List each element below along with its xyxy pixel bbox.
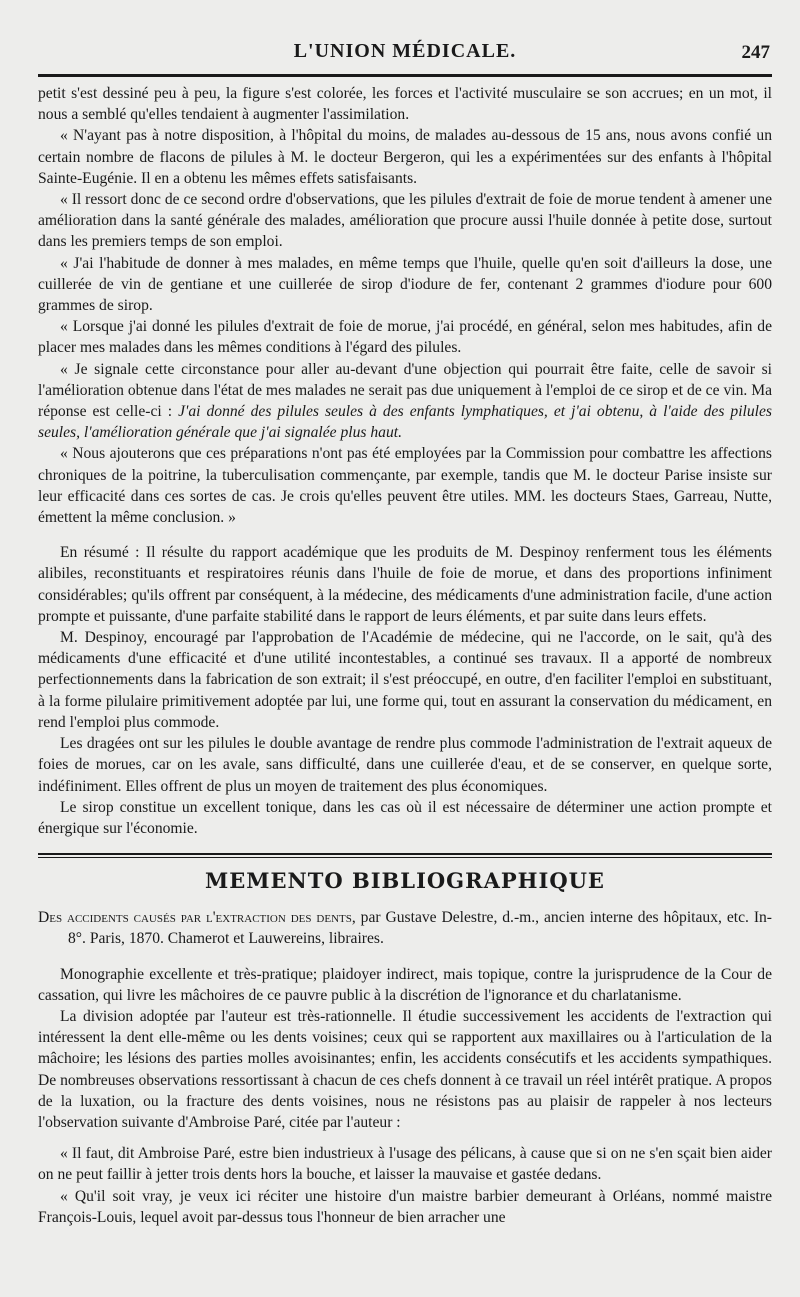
paragraph: « Nous ajouterons que ces préparations n'ont pas été employées par la Commission pour combattre les affections chroniques de la poitrine, la tuberculisation commençante, par exemple, tandis que M. le docteur Parise insiste sur leur efficacité dans ces sortes de cas. Je crois qu'elles peuvent être utiles. MM. les docteurs Staes, Garreau, Nutte, émettent la même conclusion. » <box>38 445 772 527</box>
entry-title: Des accidents causés par l'extraction des dents, <box>38 909 356 927</box>
running-title: L'UNION MÉDICALE. <box>293 40 517 62</box>
section-divider <box>38 853 772 858</box>
article-body <box>38 83 772 839</box>
bibliography-entry <box>38 907 772 949</box>
review-body <box>38 964 772 1228</box>
paragraph: M. Despinoy, encouragé par l'approbation de l'Académie de médecine, qui ne l'accorde, on le sait, qu'à des médicaments d'une efficacité et d'une utilité incontestables, a continué ses travaux. Il a apporté de nombreux perfectionnements dans la fabrication de son extrait; il s'est préoccupé, en outre, d'en faciliter l'emploi en substituant, à la forme pilulaire primitivement adoptée par lui, une forme qui, tout en assurant la conservation du médicament, en rend l'emploi plus commode. <box>38 629 772 731</box>
paragraph: Monographie excellente et très-pratique; plaidoyer indirect, mais topique, contre la jurisprudence de la Cour de cassation, qui livre les mâchoires de ce pauvre public à la discrétion de l'ignorance et du charlatanisme. <box>38 965 772 1004</box>
paragraph: Les dragées ont sur les pilules le double avantage de rendre plus commode l'administration de l'extrait aqueux de foies de morues, car on les avale, sans difficulté, dans une cuillerée d'eau, et de se conserver, en quelque sorte, indéfiniment. Elles offrent de plus un moyen de traitement des plus économiques. <box>38 735 772 795</box>
paragraph: « Qu'il soit vray, je veux ici réciter une histoire d'un maistre barbier demeurant à Orléans, nommé maistre François-Louis, lequel avoit par-dessus tous l'honneur de bien arracher une <box>38 1187 772 1226</box>
italic-quote: J'ai donné des pilules seules à des enfants lymphatiques, et j'ai obtenu, à l'aide des pilules seules, l'amélioration générale que j'ai signalée plus haut. <box>38 403 772 442</box>
paragraph: « Il ressort donc de ce second ordre d'observations, que les pilules d'extrait de foie de morue tendent à amener une amélioration dans la santé générale des malades, amélioration que procure aussi l'huile donnée à petite dose, surtout dans les premiers temps de son emploi. <box>38 191 772 251</box>
paragraph: « Lorsque j'ai donné les pilules d'extrait de foie de morue, j'ai procédé, en général, selon mes habitudes, afin de placer mes malades dans les mêmes conditions à l'égard des pilules. <box>38 318 772 357</box>
paragraph-text: « Je signale cette circonstance pour aller au-devant d'une objection qui pourrait être faite, celle de savoir si l'amélioration obtenue dans l'état de mes malades ne serait pas due uniquement à l'emploi de ce sirop et de ce vin. Ma réponse est celle-ci : <box>38 360 772 421</box>
paragraph: petit s'est dessiné peu à peu, la figure s'est colorée, les forces et l'activité musculaire se son accrues; en un mot, il nous a semblé qu'elles tendaient à augmenter l'assimilation. <box>38 85 772 124</box>
entry-details: par Gustave Delestre, d.-m., ancien interne des hôpitaux, etc. In-8°. Paris, 1870. Chamerot et Lauwereins, libraires. <box>68 909 772 948</box>
paragraph: « Il faut, dit Ambroise Paré, estre bien industrieux à l'usage des pélicans, à cause que si on ne s'en sçait bien aider on ne peut faillir à jetter trois dents hors la bouche, et laisser la mauvaise et gastée dedans. <box>38 1145 772 1184</box>
paragraph <box>38 359 772 444</box>
paragraph: En résumé : Il résulte du rapport académique que les produits de M. Despinoy renferment tous les éléments alibiles, reconstituants et respiratoires réunis dans l'huile de foie de morue, et dans des proportions infiniment considérables; qu'ils offrent par conséquent, à la médecine, des médicaments d'une administration facile, d'une action prompte et puissante, d'une parfaite stabilité dans le rapport de leurs éléments, et par suite dans leurs effets. <box>38 544 772 625</box>
paragraph: Le sirop constitue un excellent tonique, dans les cas où il est nécessaire de déterminer une action prompte et énergique sur l'économie. <box>38 798 772 837</box>
spacer <box>38 528 772 542</box>
page-number: 247 <box>741 42 770 63</box>
header-rule <box>38 74 772 77</box>
page-header <box>38 38 772 70</box>
paragraph: La division adoptée par l'auteur est très-rationnelle. Il étudie successivement les accidents de l'extraction qui intéressent la dent elle-même ou les dents voisines; ceux qui se rapportent aux maxillaires ou à l'articulation de la mâchoire; les lésions des parties molles avoisinantes; enfin, les accidents consécutifs et les accidents sympathiques. De nombreuses observations ressortissant à chacun de ces chefs donnent à ce travail un réel intérêt pratique. A propos de la luxation, ou la fracture des dents voisines, nous ne résistons pas au plaisir de rappeler à nos lecteurs l'observation suivante d'Ambroise Paré, citée par l'auteur : <box>38 1007 772 1131</box>
paragraph: « N'ayant pas à notre disposition, à l'hôpital du moins, de malades au-dessous de 15 ans, nous avons confié un certain nombre de flacons de pilules à M. le docteur Bergeron, qui les a expérimentées sur des enfants à l'hôpital Sainte-Eugénie. Il en a obtenu les mêmes effets satisfaisants. <box>38 127 772 187</box>
section-title: MEMENTO BIBLIOGRAPHIQUE <box>205 868 605 894</box>
paragraph: « J'ai l'habitude de donner à mes malades, en même temps que l'huile, quelle qu'en soit d'ailleurs la dose, une cuillerée de vin de gentiane et une cuillerée de sirop d'iodure de fer, contenant 2 grammes d'iodure pour 600 grammes de sirop. <box>38 254 772 315</box>
spacer <box>38 1133 772 1143</box>
